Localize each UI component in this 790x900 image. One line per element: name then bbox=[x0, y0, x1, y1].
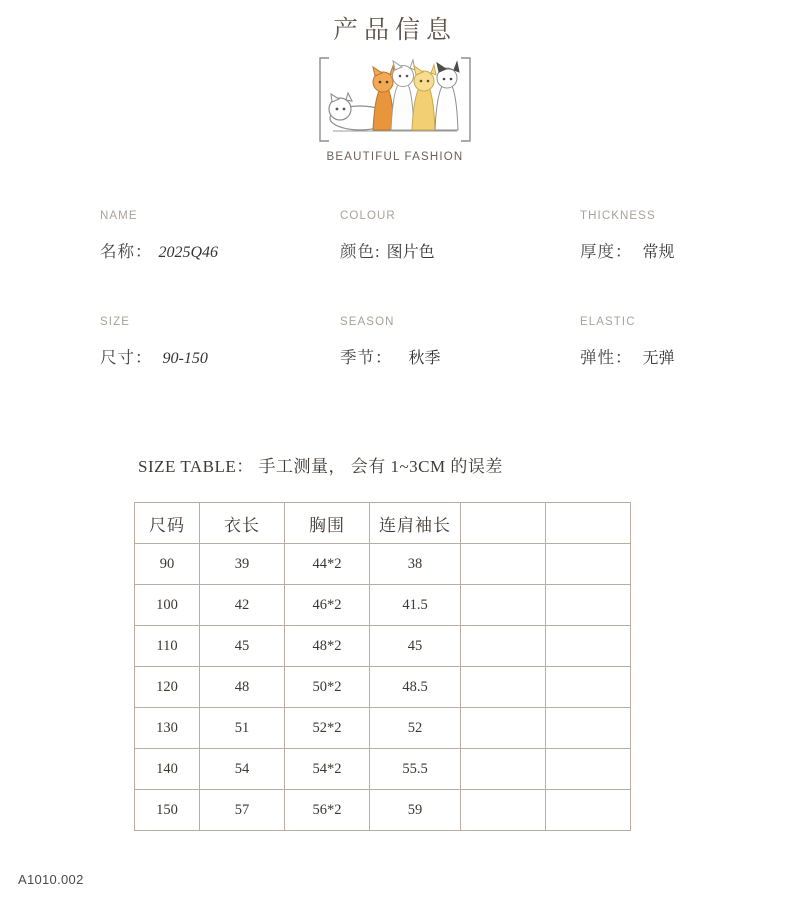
table-cell: 48.5 bbox=[370, 667, 461, 708]
info-value: 图片色 bbox=[386, 244, 435, 261]
table-cell bbox=[461, 626, 546, 667]
table-header-cell: 胸围 bbox=[285, 503, 370, 544]
table-cell: 56*2 bbox=[285, 790, 370, 831]
table-cell: 46*2 bbox=[285, 585, 370, 626]
info-value: 2025Q46 bbox=[158, 244, 219, 261]
table-cell bbox=[546, 585, 631, 626]
table-cell bbox=[461, 708, 546, 749]
table-cell: 51 bbox=[200, 708, 285, 749]
table-header-cell: 衣长 bbox=[200, 503, 285, 544]
table-header-cell bbox=[461, 503, 546, 544]
info-cn-label: 颜色: bbox=[340, 242, 381, 261]
table-cell bbox=[546, 790, 631, 831]
info-value: 秋季 bbox=[408, 350, 441, 367]
table-cell: 52*2 bbox=[285, 708, 370, 749]
table-header-cell: 连肩袖长 bbox=[370, 503, 461, 544]
info-cell-size bbox=[100, 316, 340, 368]
table-cell: 130 bbox=[135, 708, 200, 749]
info-cn-label: 尺寸： bbox=[100, 348, 153, 367]
cats-logo-icon bbox=[315, 52, 475, 147]
table-cell: 42 bbox=[200, 585, 285, 626]
info-cell-colour bbox=[340, 210, 580, 262]
table-cell: 57 bbox=[200, 790, 285, 831]
table-cell bbox=[461, 790, 546, 831]
info-en-label: SEASON bbox=[340, 316, 395, 328]
product-code: A1010.002 bbox=[18, 872, 84, 887]
table-cell bbox=[546, 708, 631, 749]
size-table-heading: SIZE TABLE： 手工测量， 会有 1~3CM 的误差 bbox=[138, 457, 503, 476]
table-cell: 54 bbox=[200, 749, 285, 790]
table-cell: 45 bbox=[200, 626, 285, 667]
table-cell bbox=[461, 667, 546, 708]
table-header-cell bbox=[546, 503, 631, 544]
info-en-label: COLOUR bbox=[340, 210, 396, 222]
info-value: 无弹 bbox=[642, 350, 675, 367]
table-cell: 48*2 bbox=[285, 626, 370, 667]
info-en-label: THICKNESS bbox=[580, 210, 656, 222]
table-cell bbox=[461, 585, 546, 626]
table-row bbox=[135, 585, 631, 626]
table-cell: 54*2 bbox=[285, 749, 370, 790]
table-cell: 59 bbox=[370, 790, 461, 831]
info-cell-elastic bbox=[580, 316, 770, 368]
info-value: 90-150 bbox=[162, 350, 208, 367]
page-header bbox=[0, 0, 790, 163]
info-row bbox=[100, 316, 710, 368]
table-cell bbox=[546, 749, 631, 790]
table-cell: 50*2 bbox=[285, 667, 370, 708]
table-cell: 110 bbox=[135, 626, 200, 667]
table-row bbox=[135, 708, 631, 749]
table-cell bbox=[546, 544, 631, 585]
table-header-row bbox=[135, 503, 631, 544]
table-cell: 48 bbox=[200, 667, 285, 708]
size-table bbox=[134, 502, 631, 831]
info-value: 常规 bbox=[642, 244, 675, 261]
table-cell: 150 bbox=[135, 790, 200, 831]
table-cell bbox=[546, 667, 631, 708]
info-en-label: NAME bbox=[100, 210, 138, 222]
table-cell: 100 bbox=[135, 585, 200, 626]
product-info-grid bbox=[100, 210, 710, 422]
info-row bbox=[100, 210, 710, 262]
table-cell: 45 bbox=[370, 626, 461, 667]
page-title: 产品信息 bbox=[332, 17, 457, 44]
table-cell: 120 bbox=[135, 667, 200, 708]
info-en-label: SIZE bbox=[100, 316, 130, 328]
table-cell bbox=[546, 626, 631, 667]
table-cell bbox=[461, 749, 546, 790]
info-en-label: ELASTIC bbox=[580, 316, 636, 328]
table-cell: 140 bbox=[135, 749, 200, 790]
info-cell-season bbox=[340, 316, 580, 368]
table-row bbox=[135, 544, 631, 585]
info-cell-name bbox=[100, 210, 340, 262]
info-cn-label: 名称： bbox=[100, 242, 153, 261]
brand-name: BEAUTIFUL FASHION bbox=[326, 151, 464, 163]
table-cell: 38 bbox=[370, 544, 461, 585]
table-cell bbox=[461, 544, 546, 585]
table-cell: 41.5 bbox=[370, 585, 461, 626]
table-cell: 90 bbox=[135, 544, 200, 585]
table-cell: 52 bbox=[370, 708, 461, 749]
info-cn-label: 弹性： bbox=[580, 348, 633, 367]
table-row bbox=[135, 749, 631, 790]
table-cell: 39 bbox=[200, 544, 285, 585]
info-cell-thickness bbox=[580, 210, 770, 262]
table-row bbox=[135, 626, 631, 667]
info-cn-label: 厚度： bbox=[580, 242, 633, 261]
table-cell: 55.5 bbox=[370, 749, 461, 790]
table-cell: 44*2 bbox=[285, 544, 370, 585]
info-cn-label: 季节： bbox=[340, 348, 393, 367]
table-row bbox=[135, 790, 631, 831]
table-row bbox=[135, 667, 631, 708]
table-header-cell: 尺码 bbox=[135, 503, 200, 544]
brand-logo bbox=[315, 52, 475, 163]
